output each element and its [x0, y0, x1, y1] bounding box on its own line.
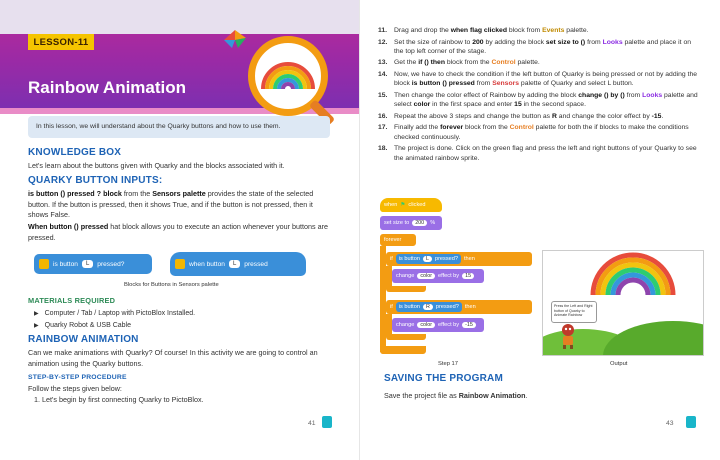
steps-list: [378, 26, 702, 165]
change-effect-pos-block: change color effect by 15: [392, 269, 484, 283]
list-item: ▶ Computer / Tab / Laptop with PictoBlox Installed.: [34, 308, 195, 320]
if-right-block: if is button R pressed? then: [386, 300, 532, 314]
right-page: [360, 0, 720, 460]
list-item: ▶ Quarky Robot & USB Cable: [34, 320, 195, 332]
step-text: Now, we have to check the condition if the left button of Quarky is being pressed or not by adding the block is button () pressed from Sensors palette of Quarky and select L button.: [394, 71, 698, 88]
step-number: 11.: [378, 27, 388, 34]
lesson-badge: LESSON-11: [28, 34, 94, 50]
output-stage: [542, 250, 704, 356]
step-text: Drag and drop the when flag clicked block from Events palette.: [394, 27, 589, 34]
step-number: 14.: [378, 71, 388, 79]
if-left-block: if is button L pressed? then: [386, 252, 532, 266]
if-right-end: [386, 334, 426, 340]
step-text: Set the size of rainbow to 200 by adding the block set size to () from Looks palette and place it on the top left corner of the stage.: [394, 38, 692, 55]
code-script-step17: [380, 198, 534, 358]
step-text: Get the if () then block from the Control palette.: [394, 59, 540, 67]
step-item: [378, 26, 702, 35]
step-number: 17.: [378, 124, 388, 132]
rainbow-text: Can we make animations with Quarky? Of course! In this activity we are going to control an animation using the Quarky buttons.: [28, 348, 318, 368]
button-inputs-para1: is button () pressed ? block from the Sensors palette provides the state of the selected button. If the button is pressed, then it shows True, and if the button is not pressed, then it shows False.: [28, 189, 314, 219]
materials-heading: MATERIALS REQUIRED: [28, 296, 116, 305]
step-item: [378, 123, 702, 142]
page-number-left: 41: [308, 420, 316, 427]
step-number: 15.: [378, 91, 388, 99]
step-item: [378, 91, 702, 110]
forever-block: forever: [380, 234, 416, 246]
page-number-right: 43: [666, 420, 674, 427]
procedure-heading: STEP-BY-STEP PROCEDURE: [28, 374, 127, 381]
button-inputs-para2: When button () pressed hat block allows you to execute an action whenever your buttons are pressed.: [28, 222, 329, 242]
page-tab-left: [322, 416, 332, 428]
saving-heading: SAVING THE PROGRAM: [384, 373, 503, 384]
quarky-icon: [39, 259, 49, 269]
page-tab-right: [686, 416, 696, 428]
blocks-caption: Blocks for Buttons in Sensors palette: [124, 282, 219, 288]
output-caption: Output: [610, 361, 628, 367]
step-text: Repeat the above 3 steps and change the button as R and change the color effect by -15.: [394, 112, 664, 120]
button-inputs-heading: QUARKY BUTTON INPUTS:: [28, 175, 163, 186]
step-item: [378, 144, 702, 163]
step-item: [378, 112, 702, 121]
is-button-pressed-block: is button L pressed?: [34, 254, 152, 274]
step-number: 13.: [378, 59, 388, 67]
is-button-left-block: is button L pressed?: [396, 254, 461, 264]
procedure-intro: Follow the steps given below:: [28, 384, 122, 393]
green-flag-icon: ⚑: [400, 202, 406, 208]
quarky-icon: [175, 259, 185, 269]
if-left-end: [386, 286, 426, 292]
materials-list: [34, 308, 195, 332]
step-number: 12.: [378, 38, 388, 46]
step-caption: Step 17: [438, 361, 458, 367]
set-size-block: set size to 200 %: [380, 216, 442, 230]
step-item: [378, 70, 702, 89]
origami-bird-icon: [222, 28, 248, 50]
step-item: [378, 58, 702, 67]
step-number: 18.: [378, 145, 388, 153]
header-top-band: [0, 0, 360, 34]
speech-bubble: Press the Left and Right button of Quarky to Animate Rainbow: [551, 301, 597, 323]
lesson-title: Rainbow Animation: [28, 78, 187, 97]
step-text: The project is done. Click on the green flag and press the left and right buttons of your Quarky to see the animated rainbow sprite.: [394, 145, 697, 162]
saving-text: Save the project file as Rainbow Animation.: [384, 391, 528, 400]
is-button-right-block: is button R pressed?: [396, 302, 462, 312]
when-button-pressed-block: when button L pressed: [170, 252, 306, 276]
step-item: [378, 38, 702, 57]
when-flag-clicked-block: when ⚑ clicked: [380, 198, 442, 212]
step-text: Finally add the forever block from the Control palette for both the if blocks to make the conditions checked continuously.: [394, 124, 689, 141]
procedure-step1: 1. Let's begin by first connecting Quarky to PictoBlox.: [34, 395, 204, 404]
change-effect-neg-block: change color effect by -15: [392, 318, 484, 332]
forever-end: [380, 346, 426, 354]
tobi-character-icon: [559, 323, 577, 349]
step-number: 16.: [378, 112, 388, 120]
step-text: Then change the color effect of Rainbow by adding the block change () by () from Looks palette and select color in the first space and enter 15 in the second space.: [394, 91, 698, 109]
intro-box: In this lesson, we will understand about the Quarky buttons and how to use them.: [28, 116, 330, 138]
knowledge-box-text: Let's learn about the buttons given with Quarky and the blocks associated with it.: [28, 161, 285, 170]
rainbow-heading: RAINBOW ANIMATION: [28, 334, 139, 345]
knowledge-box-heading: KNOWLEDGE BOX: [28, 147, 122, 158]
